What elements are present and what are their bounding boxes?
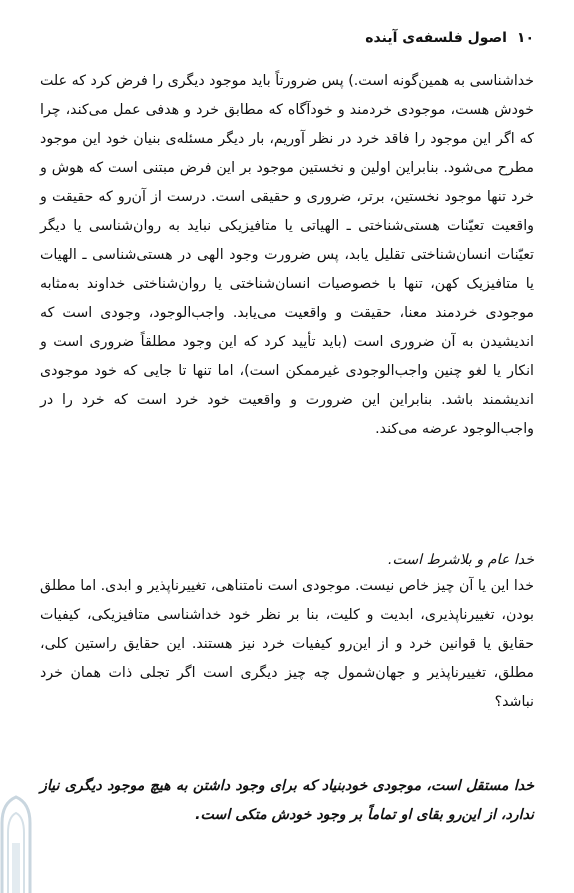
paragraph-text: خدا این یا آن چیز خاص نیست. موجودی است نامتناهی، تغییرناپذیر و ابدی. اما مطلق بودن، تغییرناپذیری، ابدیت و کلیت، بنا بر نظر خود خداشناسی متافیزیکی، کیفیات حقایق یا قوانین خرد و از این‌رو کیفیات خرد نیز هستند. این حقایق راستین کلی، مطلق، تغییرناپذیر و جهان‌شمول چه چیز دیگری است اگر تجلی ذات همان خرد نباشد؟ — [40, 578, 534, 710]
paragraph-text: خداشناسی به همین‌گونه است.) پس ضرورتاً باید موجود دیگری را فرض کرد که علت خودش هست، موجودی خردمند و خودآگاه که مطابق خرد و هدفی عمل می‌کند، چرا که اگر این موجود را فاقد خرد در نظر آوریم، بار دیگر مسئله‌ی بنیان خود این موجود مطرح می‌شود. بنابراین اولین و نخستین موجود بر این فرض مبتنی است که هوش و خرد تنها موجود نخستین، برتر، ضروری و حقیقی است. درست از آن‌رو که حقیقت و واقعیت تعیّنات هستی‌شناختی ـ الهیاتی یا متافیزیکی نباید به روان‌شناسی یا دیگر تعیّنات انسان‌شناختی تقلیل یابد، پس ضرورت وجود الهی در هستی‌شناسی ـ الهیات یا متافیزیک کهن، تنها با خصوصیات انسان‌شناختی یا روان‌شناختی خداوند به‌مثابه موجودی خردمند معنا، حقیقت و واقعیت می‌یابد. واجب‌الوجود، وجودی است که اندیشیدن به آن ضروری است (باید تأیید کرد که این وجود مطلقاً ضروری است و انکار یا لغو چنین واجب‌الوجودی غیرممکن است)، اما تنها تا جایی که خود موجودی اندیشمند باشد. بنابراین این ضرورت و واقعیت خود خرد است که خرد را در واجب‌الوجود عرضه می‌کند. — [40, 73, 534, 437]
page-header — [40, 26, 534, 50]
section-heading: خدا عام و بلاشرط است. — [387, 552, 534, 568]
library-stamp-icon — [0, 783, 32, 893]
paragraph-text: خدا مستقل است، موجودی خودبنیاد که برای وجود داشتن به هیچ موجود دیگری نیاز ندارد، از این‌رو بقای او تماماً بر وجود خودش متکی است. — [40, 778, 534, 823]
page-number: ۱۰ — [516, 30, 534, 46]
paragraph-3 — [40, 772, 534, 830]
paragraph-2 — [40, 572, 534, 717]
running-title: اصول فلسفه‌ی آینده — [365, 30, 507, 46]
paragraph-1 — [40, 67, 534, 444]
